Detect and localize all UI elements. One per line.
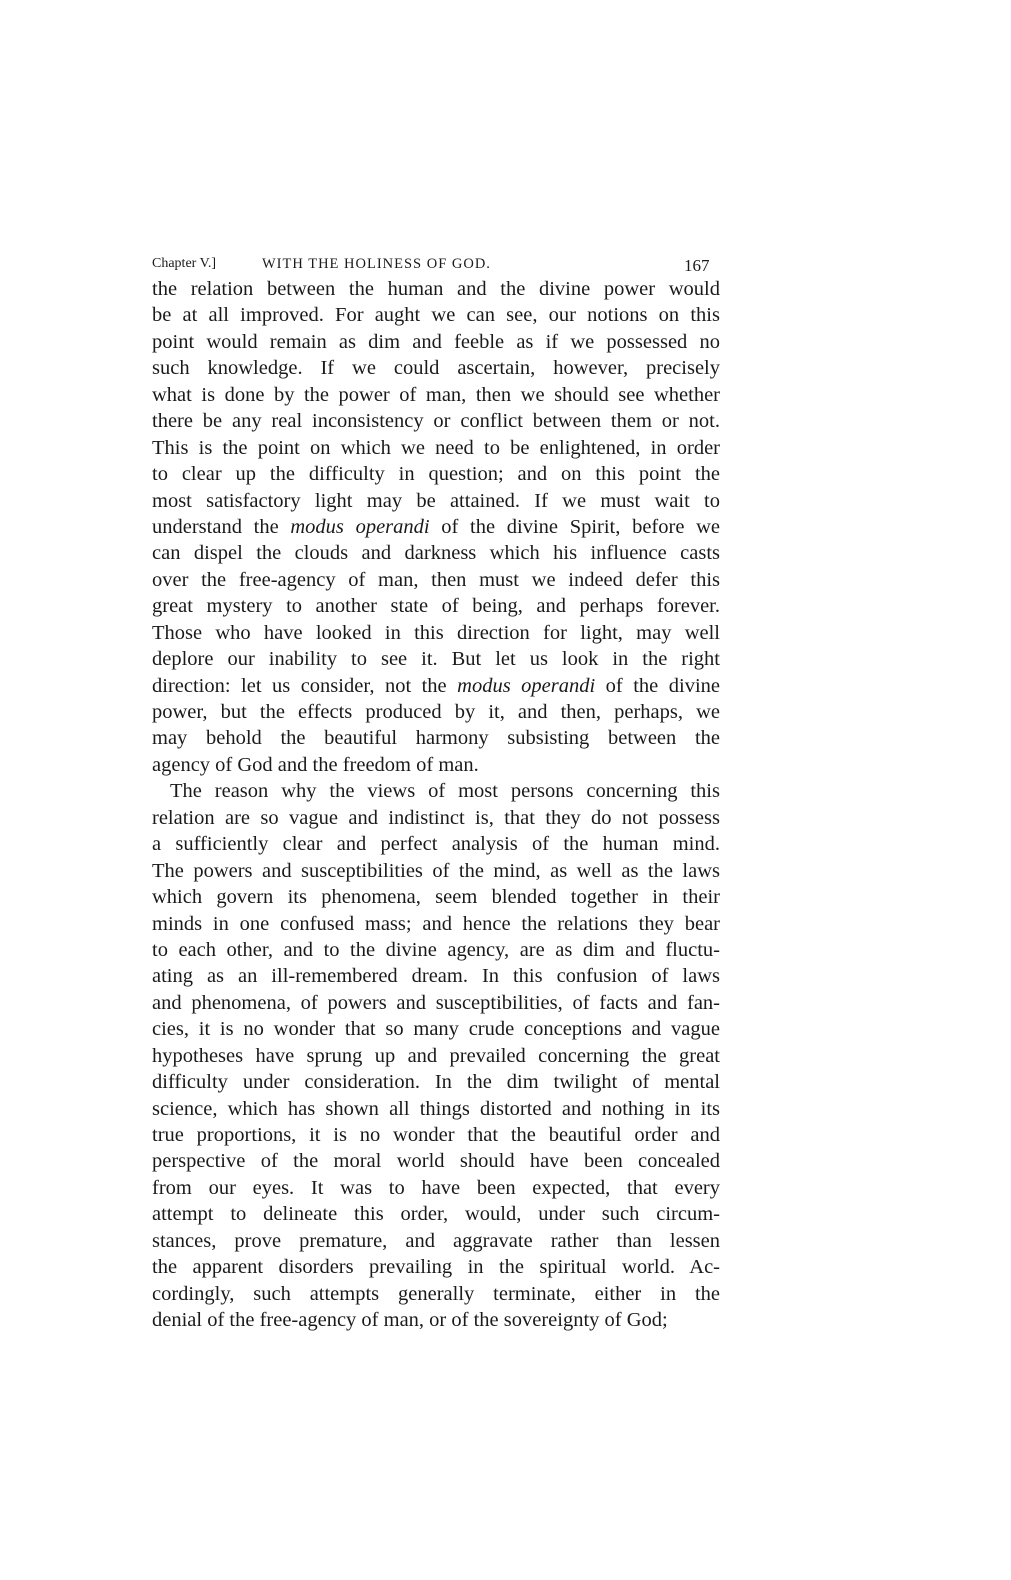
text-run: direction: let us consider, not the [152, 674, 458, 697]
text-run: Those who have looked in this direction for light, may well [152, 621, 720, 644]
text-line [152, 620, 720, 646]
text-run: to clear up the difficulty in question; and on this point the [152, 463, 720, 486]
text-run: difficulty under consideration. In the dim twilight of mental [152, 1071, 720, 1094]
text-run: relation are so vague and indistinct is, that they do not possess [152, 806, 720, 829]
text-run: true proportions, it is no wonder that the beautiful order and [152, 1124, 720, 1146]
text-line [152, 1069, 720, 1095]
text-run: of the divine Spirit, before we [429, 515, 720, 538]
text-line [152, 1043, 720, 1069]
text-line [152, 1096, 720, 1122]
text-line [152, 355, 720, 381]
text-line [152, 725, 720, 751]
text-line [152, 1281, 720, 1307]
text-line [152, 593, 720, 619]
text-line [152, 646, 720, 672]
text-run: point would remain as dim and feeble as if we possessed no [152, 330, 720, 353]
text-run: power, but the effects produced by it, and then, perhaps, we [152, 701, 720, 723]
text-line [152, 937, 720, 963]
text-run: deplore our inability to see it. But let us look in the right [152, 648, 720, 671]
text-run: perspective of the moral world should have been concealed [152, 1150, 720, 1173]
text-run: the apparent disorders prevailing in the spiritual world. Ac- [152, 1256, 720, 1279]
text-line [152, 567, 720, 593]
text-line [152, 488, 720, 514]
body-text [152, 276, 720, 1334]
text-run: cies, it is no wonder that so many crude conceptions and vague [152, 1018, 720, 1041]
text-run: most satisfactory light may be attained. If we must wait to [152, 489, 720, 512]
page-number: 167 [684, 256, 710, 275]
text-line [152, 1228, 720, 1254]
text-run: science, which has shown all things distorted and nothing in its [152, 1097, 720, 1120]
text-line [152, 805, 720, 831]
paragraph [152, 778, 720, 1333]
text-run: attempt to delineate this order, would, under such circum- [152, 1203, 720, 1226]
text-run: understand the [152, 515, 291, 538]
text-line [152, 382, 720, 408]
text-line [152, 1122, 720, 1148]
text-run: over the free-agency of man, then must we indeed defer this [152, 568, 720, 591]
text-line [152, 699, 720, 725]
text-run: to each other, and to the divine agency, are as dim and fluctu- [152, 938, 720, 961]
text-line [152, 911, 720, 937]
text-run: which govern its phenomena, seem blended together in their [152, 886, 720, 909]
text-line [152, 1201, 720, 1227]
text-line [152, 408, 720, 434]
text-run: the relation between the human and the divine power would [152, 278, 720, 300]
text-run: cordingly, such attempts generally terminate, either in the [152, 1282, 720, 1305]
text-run: there be any real inconsistency or conflict between them or not. [152, 410, 720, 433]
text-run: and phenomena, of powers and susceptibilities, of facts and fan- [152, 991, 720, 1014]
text-run: ating as an ill-remembered dream. In this confusion of laws [152, 965, 720, 988]
text-run: a sufficiently clear and perfect analysis of the human mind. [152, 833, 720, 856]
text-run: from our eyes. It was to have been expected, that every [152, 1176, 720, 1199]
text-line [152, 752, 720, 778]
text-run: can dispel the clouds and darkness which his influence casts [152, 542, 720, 565]
text-line [152, 1175, 720, 1201]
italic-phrase: modus operandi [457, 674, 596, 697]
text-run: such knowledge. If we could ascertain, however, precisely [152, 357, 720, 380]
text-line [152, 461, 720, 487]
text-run: what is done by the power of man, then we should see whether [152, 383, 720, 406]
running-head-title: WITH THE HOLINESS OF GOD. [262, 256, 491, 272]
text-run: The powers and susceptibilities of the mind, as well as the laws [152, 859, 720, 882]
text-run: denial of the free-agency of man, or of the sovereignty of God; [152, 1309, 668, 1332]
text-run: agency of God and the freedom of man. [152, 753, 479, 776]
text-line [152, 302, 720, 328]
text-line [152, 673, 720, 699]
text-run: of the divine [595, 674, 720, 697]
text-line [152, 990, 720, 1016]
text-line [152, 1254, 720, 1280]
text-line [152, 858, 720, 884]
paragraph [152, 276, 720, 778]
text-run: stances, prove premature, and aggravate rather than lessen [152, 1229, 720, 1252]
text-line [152, 540, 720, 566]
text-run: may behold the beautiful harmony subsisting between the [152, 727, 720, 750]
text-run: The reason why the views of most persons concerning this [170, 780, 720, 803]
text-run: hypotheses have sprung up and prevailed concerning the great [152, 1044, 720, 1067]
text-line [152, 831, 720, 857]
text-run: be at all improved. For aught we can see, our notions on this [152, 304, 720, 327]
text-run: great mystery to another state of being, and perhaps forever. [152, 595, 720, 618]
text-line [152, 329, 720, 355]
text-line [152, 1148, 720, 1174]
italic-phrase: modus operandi [290, 515, 430, 538]
text-run: minds in one confused mass; and hence the relations they bear [152, 912, 720, 935]
text-run: This is the point on which we need to be enlightened, in order [152, 436, 720, 459]
running-head-chapter: Chapter V.] [152, 256, 217, 271]
text-line [152, 276, 720, 302]
text-line [152, 435, 720, 461]
text-line [152, 884, 720, 910]
text-line [152, 1016, 720, 1042]
text-line [152, 1307, 720, 1333]
text-line [152, 514, 720, 540]
text-line [152, 778, 720, 804]
text-line [152, 963, 720, 989]
